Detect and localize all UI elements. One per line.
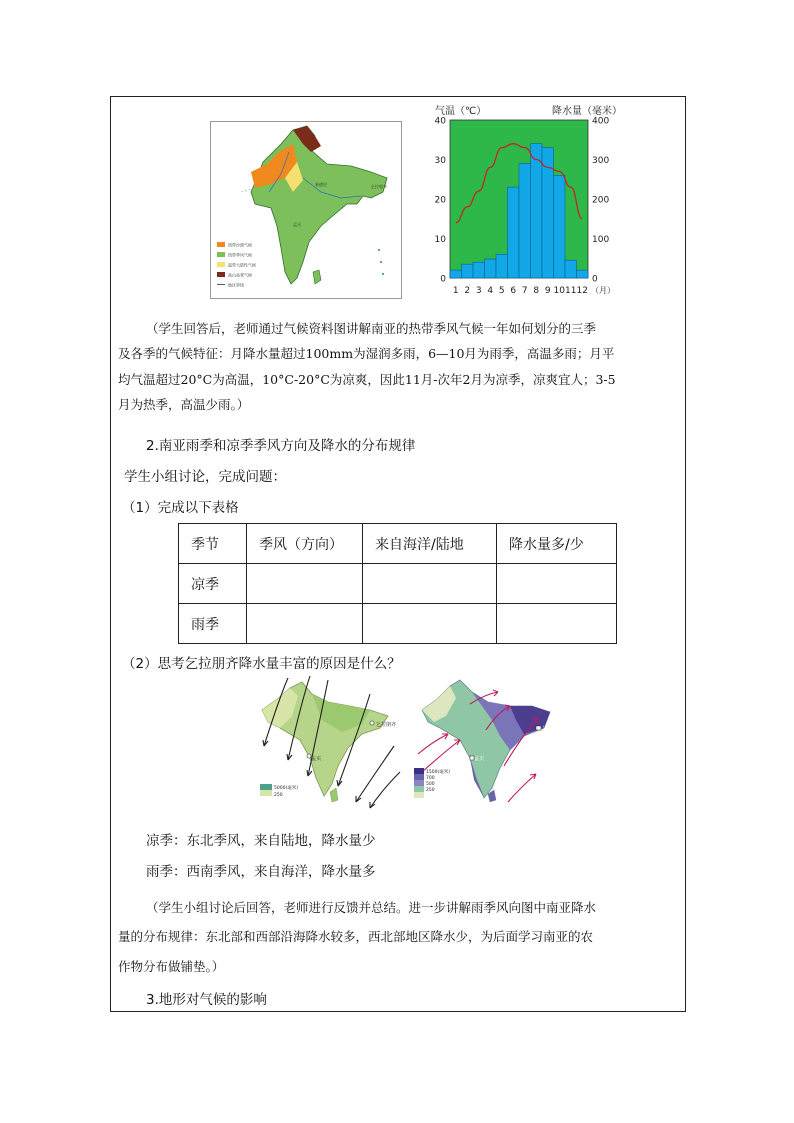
ylabel-right: 降水量（毫米） — [552, 106, 622, 117]
precip-bar — [519, 163, 531, 278]
y-left-tick: 10 — [434, 235, 446, 245]
y-right-tick: 400 — [592, 116, 610, 127]
svg-text:高山高寒气候: 高山高寒气候 — [228, 272, 252, 278]
label-newdelhi: 新德里 — [315, 182, 327, 187]
svg-text:地区界线: 地区界线 — [228, 282, 244, 288]
x-tick: 7 — [521, 286, 528, 296]
y-right-tick: 300 — [592, 156, 610, 166]
cool-season-map — [252, 676, 400, 812]
svg-text:250: 250 — [274, 793, 283, 798]
precip-bar — [450, 270, 462, 278]
x-tick: 12 — [576, 286, 588, 296]
answer-cool-season: 凉季：东北季风，来自陆地，降水量少 — [146, 833, 376, 849]
x-tick: 4 — [487, 286, 494, 296]
heading-2: 2.南亚雨季和凉季季风方向及降水的分布规律 — [146, 438, 416, 454]
svg-text:5000(毫米): 5000(毫米) — [274, 786, 298, 791]
table-cell-season: 雨季 — [179, 604, 247, 644]
label-mumbai: 孟买 — [474, 756, 485, 762]
para1-line: 均气温超过20°C为高温，10°C-20°C为凉爽，因此11月-次年2月为凉季，凉爽宜人；3-5 — [118, 371, 616, 387]
x-tick: 1 — [452, 286, 459, 296]
y-left-tick: 40 — [434, 116, 446, 127]
para2-line: （学生小组讨论后回答，老师进行反馈并总结。进一步讲解雨季风向图中南亚降水 — [146, 900, 597, 915]
x-tick: 5 — [498, 286, 505, 296]
svg-text:热带沙漠气候: 热带沙漠气候 — [228, 242, 252, 248]
label-mumbai: 孟买 — [293, 222, 301, 227]
y-left-tick: 30 — [434, 156, 446, 166]
svg-text:温带大陆性气候: 温带大陆性气候 — [228, 262, 256, 268]
precip-bar — [485, 259, 497, 278]
table-cell-season: 凉季 — [179, 564, 247, 604]
table-header-cell: 降水量多/少 — [497, 524, 617, 564]
para1-line: 及各季的气候特征：月降水量超过100mm为湿润多雨，6—10月为雨季，高温多雨；月平 — [118, 346, 615, 361]
paragraph-explanation — [146, 316, 596, 341]
precip-bar — [462, 264, 474, 278]
x-tick: 8 — [533, 286, 540, 296]
precip-bar — [531, 144, 543, 278]
y-left-tick: 0 — [440, 274, 446, 285]
paragraph-explanation-cont — [118, 341, 616, 418]
table-header-cell: 季节 — [179, 524, 247, 564]
table-row — [179, 564, 617, 604]
table-header-row — [179, 524, 617, 564]
table-header-cell: 季风（方向） — [247, 524, 363, 564]
table-cell-input[interactable] — [363, 604, 497, 644]
label-cherrapunji: 乞拉朋齐 — [542, 726, 563, 732]
x-tick: 2 — [464, 286, 471, 296]
svg-text:500: 500 — [426, 782, 435, 787]
x-unit: （月） — [591, 286, 615, 295]
precip-bar — [577, 270, 589, 278]
table-row — [179, 604, 617, 644]
ylabel-left: 气温（℃） — [435, 106, 487, 117]
y-right-tick: 100 — [592, 235, 610, 245]
precip-bar — [508, 187, 520, 278]
precip-bar — [554, 175, 566, 278]
svg-text:1500(毫米): 1500(毫米) — [426, 770, 450, 775]
discussion-prompt: 学生小组讨论，完成问题： — [124, 469, 286, 485]
climate-chart — [428, 100, 628, 300]
x-tick: 3 — [475, 286, 482, 296]
table-cell-input[interactable] — [247, 564, 363, 604]
x-tick: 11 — [565, 286, 577, 296]
question-1: （1）完成以下表格 — [122, 500, 239, 516]
y-right-tick: 200 — [592, 195, 610, 206]
paragraph-summary — [146, 894, 596, 922]
svg-text:700: 700 — [426, 776, 435, 781]
question-2: （2）思考乞拉朋齐降水量丰富的原因是什么？ — [122, 656, 401, 672]
y-right-tick: 0 — [592, 274, 598, 285]
table-cell-input[interactable] — [247, 604, 363, 644]
para2-line: 作物分布做铺垫。） — [118, 959, 225, 974]
precip-bar — [496, 254, 508, 278]
para1-line: （学生回答后，老师通过气候资料图讲解南亚的热带季风气候一年如何划分的三季 — [146, 321, 597, 336]
precip-bar — [565, 260, 577, 278]
table-cell-input[interactable] — [497, 564, 617, 604]
table-cell-input[interactable] — [363, 564, 497, 604]
paragraph-summary-cont — [118, 922, 593, 982]
precip-bar — [473, 262, 485, 278]
para2-line: 量的分布规律：东北部和西部沿海降水较多，西北部地区降水少，为后面学习南亚的农 — [118, 929, 594, 944]
x-tick: 10 — [553, 286, 565, 296]
heading-3: 3.地形对气候的影响 — [146, 992, 267, 1008]
x-tick: 9 — [544, 286, 551, 296]
label-mumbai: 孟买 — [311, 756, 322, 762]
table-header-cell: 来自海洋/陆地 — [363, 524, 497, 564]
para1-line: 月为热季，高温少雨。） — [118, 397, 250, 412]
x-tick: 6 — [510, 286, 517, 296]
rainy-season-map — [412, 676, 563, 812]
monsoon-table — [178, 523, 617, 644]
svg-text:250: 250 — [426, 788, 435, 793]
label-cherrapunji: 乞拉朋齐 — [376, 722, 397, 728]
y-left-tick: 20 — [434, 195, 446, 206]
label-cherrapunji: 乞拉朋齐 — [371, 184, 387, 189]
svg-text:热带季风气候: 热带季风气候 — [228, 252, 252, 258]
climate-map — [210, 121, 402, 299]
answer-rainy-season: 雨季：西南季风，来自海洋，降水量多 — [146, 864, 376, 880]
table-cell-input[interactable] — [497, 604, 617, 644]
